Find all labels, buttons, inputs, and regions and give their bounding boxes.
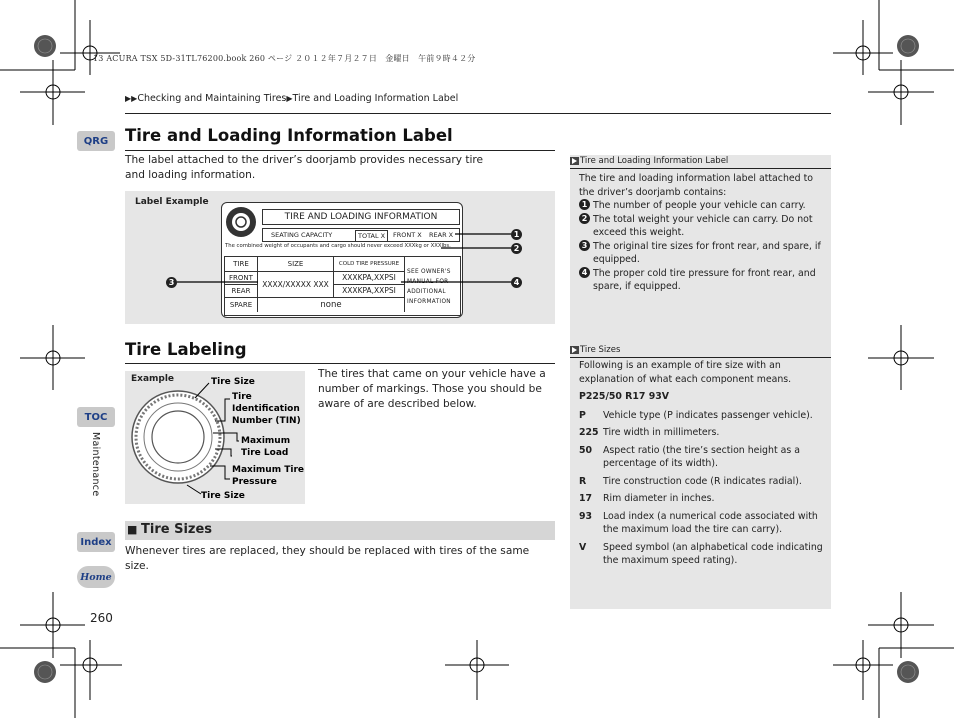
breadcrumb-separator: ▶ [286,94,293,103]
note1-text: The number of people your vehicle can carry. [593,200,806,211]
note1-text: The original tire sizes for front rear, and spare, if equipped. [593,240,821,265]
size-value: XXXX/XXXXX XXX [258,272,334,298]
note1-item [579,240,825,267]
spare-value: none [258,298,405,312]
tire-example-box [125,371,305,504]
note1-header [570,155,831,169]
label-tin: Tire Identification Number (TIN) [232,392,301,426]
note2-item [579,426,825,440]
note2-item [579,541,825,568]
code: V [579,541,587,553]
callout-2: 2 [511,243,522,254]
section-label: Maintenance [90,432,101,497]
notes-column [570,155,831,609]
note1-intro: The tire and loading information label attached to the driver’s doorjamb contains: [579,173,814,198]
callout-3: 3 [166,277,177,288]
note2-item [579,510,825,537]
home-button[interactable]: Home [77,566,115,588]
note1-num: 1 [579,199,590,210]
toc-tab[interactable]: TOC [77,407,115,427]
label-max-load: Maximum Tire Load [241,436,291,458]
col-pressure: COLD TIRE PRESSURE [334,257,405,272]
note2-head: Tire Sizes [580,345,621,355]
note2-item [579,409,825,423]
seating-capacity: SEATING CAPACITY [271,231,333,239]
subsection-title: Tire Sizes [141,522,213,537]
note1-num: 3 [579,240,590,251]
code: 93 [579,510,593,522]
note1-text: The proper cold tire pressure for front rear, and spare, if equipped. [593,267,816,292]
label-tire-size-top: Tire Size [211,377,255,387]
meaning: Vehicle type (P indicates passenger vehicle). [603,409,813,421]
print-header: 13 ACURA TSX 5D-31TL76200.book 260 ページ ２０１２年７月２７日 金曜日 午前９時４２分 [93,54,476,63]
page-title: Tire and Loading Information Label [125,126,453,145]
see-manual: SEE OWNER'S MANUAL FOR ADDITIONAL INFORMATION [407,269,451,305]
note2-item [579,444,825,471]
meaning: Aspect ratio (the tire’s section height as a percentage of its width). [603,444,800,469]
col-size: SIZE [258,257,334,272]
row-spare: SPARE [225,298,258,312]
label-example-box [125,191,555,324]
index-tab[interactable]: Index [77,532,115,552]
subsection-marker: ■ [127,523,138,536]
note2-header [570,344,831,358]
note1-text: The total weight your vehicle can carry. Do not exceed this weight. [593,213,813,238]
breadcrumb-current: Tire and Loading Information Label [292,93,459,104]
note1-item [579,199,825,213]
note2-item [579,492,825,506]
code: 17 [579,493,593,504]
label-tire-size-bottom: Tire Size [201,491,245,501]
note2-item [579,475,825,489]
qrg-tab[interactable]: QRG [77,131,115,151]
meaning: Tire width in millimeters. [603,427,720,438]
seating-total: TOTAL X [355,230,388,242]
note1-body [579,172,825,294]
title-rule [125,150,555,151]
breadcrumb-arrows: ▶▶ [125,94,138,103]
section2-title: Tire Labeling [125,340,247,359]
note1-head: Tire and Loading Information Label [580,156,729,166]
row-front: FRONT [225,272,258,285]
label-header: TIRE AND LOADING INFORMATION [262,209,460,225]
note2-body [579,359,825,572]
meaning: Load index (a numerical code associated with the maximum load the tire can carry). [603,510,818,535]
tire-example-title: Example [131,374,175,384]
meaning: Speed symbol (an alphabetical code indicating the maximum speed rating). [603,541,823,566]
tire-size-example: P225/50 R17 93V [579,391,670,402]
note1-num: 2 [579,213,590,224]
note1-num: 4 [579,267,590,278]
combined-weight: The combined weight of occupants and cargo should never exceed XXXkg or XXXlbs. [225,243,451,249]
section1-intro: The label attached to the driver’s doorjamb provides necessary tire and loading information. [125,154,484,181]
section2-rule [125,363,555,364]
callout-4: 4 [511,277,522,288]
col-tire: TIRE [225,257,258,272]
meaning: Rim diameter in inches. [603,493,715,504]
code: P [579,409,586,421]
pressure-front: XXXKPA,XXPSI [334,272,405,285]
row-rear: REAR [225,285,258,298]
label-max-pressure: Maximum Tire Pressure [232,465,304,487]
header-rule [125,113,831,114]
label-example-title: Label Example [135,197,209,207]
seating-rear: REAR X [429,231,454,239]
breadcrumb [125,93,458,104]
note2-intro: Following is an example of tire size with an explanation of what each component means. [579,360,792,385]
subsection-bar [125,521,555,540]
note1-item [579,213,825,240]
page-number: 260 [90,611,113,625]
note-arrow-icon [570,157,580,165]
callout-1: 1 [511,229,522,240]
note1-item [579,267,825,294]
meaning: Tire construction code (R indicates radial). [603,475,802,487]
code: 225 [579,427,599,438]
code: 50 [579,444,593,456]
section2-body: The tires that came on your vehicle have a number of markings. Those you should be aware of are described below. [318,368,546,410]
breadcrumb-link-1[interactable]: Checking and Maintaining Tires [137,93,287,104]
note-arrow-icon [570,346,580,354]
callout-lines [125,191,555,324]
subsection-body: Whenever tires are replaced, they should be replaced with tires of the same size. [125,545,530,572]
code: R [579,475,587,487]
seating-front: FRONT X [393,231,422,239]
pressure-rear: XXXKPA,XXPSI [334,285,405,298]
